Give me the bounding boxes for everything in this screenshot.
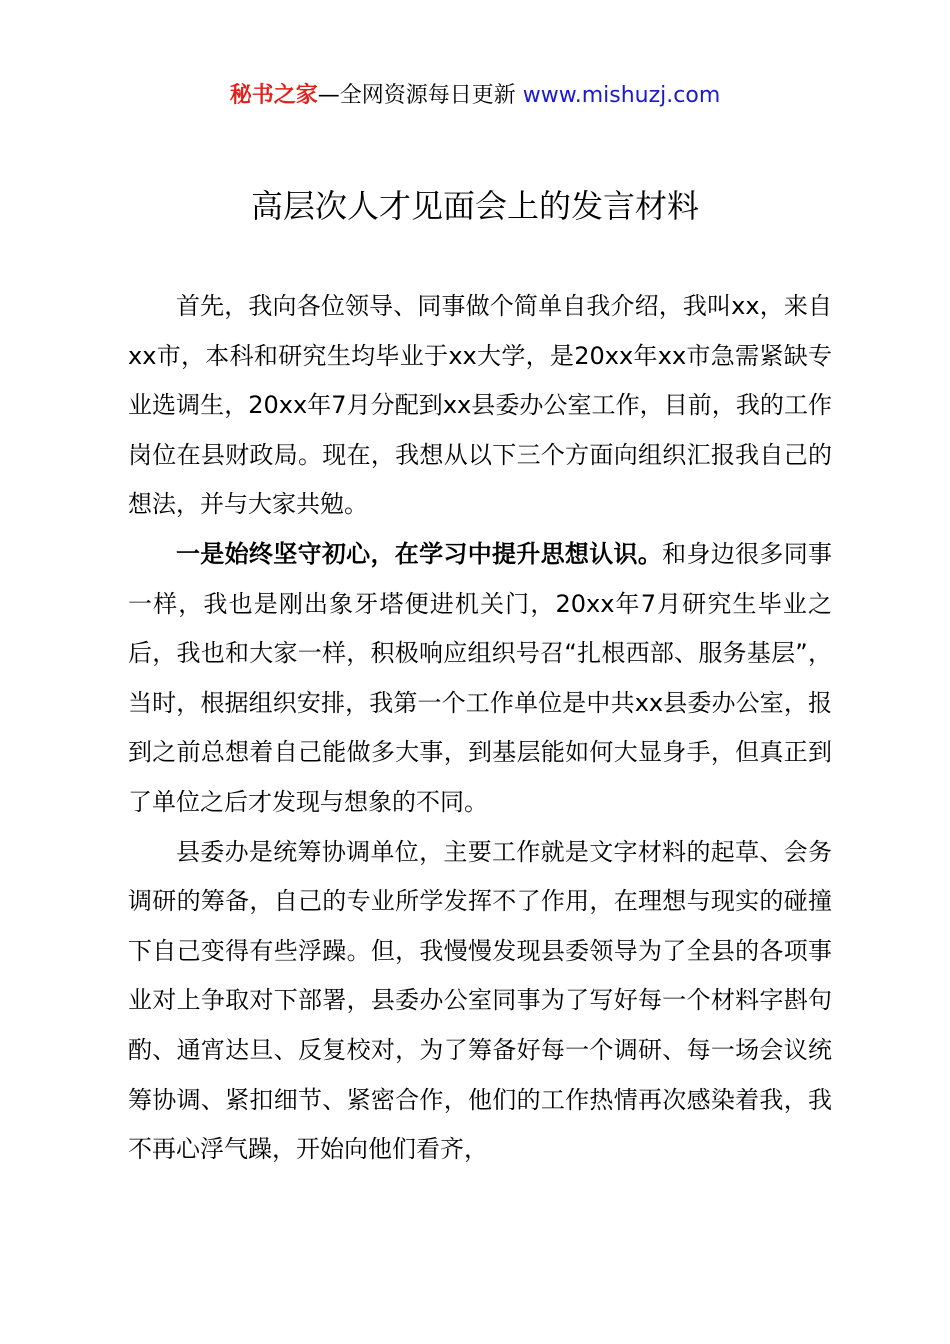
- header-dash: —: [317, 83, 340, 108]
- paragraph-2-text: 和身边很多同事一样，我也是刚出象牙塔便进机关门，20xx年7月研究生毕业之后，我也和大家一样，积极响应组织号召“扎根西部、服务基层”，当时，根据组织安排，我第一个工作单位是中共xx县委办公室，报到之前总想着自己能做多大事，到基层能如何大显身手，但真正到了单位之后才发现与想象的不同。: [128, 539, 833, 816]
- site-url-link[interactable]: www.mishuzj.com: [522, 83, 721, 108]
- document-title: 高层次人才见面会上的发言材料: [250, 187, 699, 225]
- paragraph-1: [128, 282, 832, 530]
- paragraph-2-heading: 一是始终坚守初心，在学习中提升思想认识。: [176, 539, 663, 568]
- paragraph-1-text: 首先，我向各位领导、同事做个简单自我介绍，我叫xx，来自xx市，本科和研究生均毕业于xx大学，是20xx年xx市急需紧缺专业选调生，20xx年7月分配到xx县委办公室工作，目前，我的工作岗位在县财政局。现在，我想从以下三个方面向组织汇报我自己的想法，并与大家共勉。: [128, 292, 832, 519]
- brand-name: 秘书之家: [229, 83, 318, 108]
- paragraph-2: [128, 530, 832, 828]
- paragraph-3-text: 县委办是统筹协调单位，主要工作就是文字材料的起草、会务调研的筹备，自己的专业所学发挥不了作用，在理想与现实的碰撞下自己变得有些浮躁。但，我慢慢发现县委领导为了全县的各项事业对上争取对下部署，县委办公室同事为了写好每一个材料字斟句酌、通宵达旦、反复校对，为了筹备好每一个调研、每一场会议统筹协调、紧扣细节、紧密合作，他们的工作热情再次感染着我，我不再心浮气躁，开始向他们看齐，: [128, 837, 832, 1164]
- header-slogan: 全网资源每日更新: [339, 83, 523, 108]
- document-body: [128, 282, 832, 1175]
- site-header: [0, 80, 950, 112]
- paragraph-3: [128, 828, 832, 1175]
